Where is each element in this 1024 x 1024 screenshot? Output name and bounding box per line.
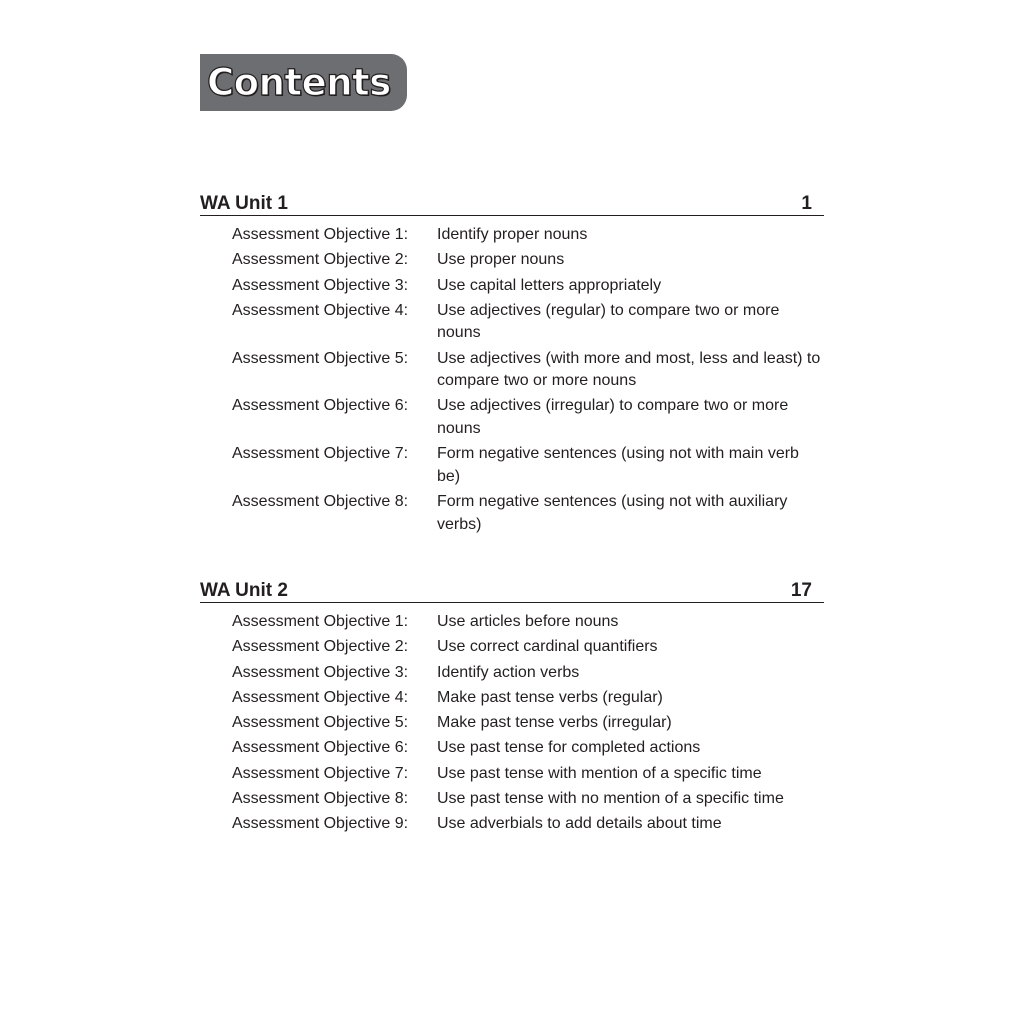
unit-section	[200, 579, 824, 836]
objective-label: Assessment Objective 6:	[232, 397, 409, 415]
objective-label: Assessment Objective 3:	[232, 276, 409, 294]
objective-row	[200, 275, 824, 298]
objective-row	[200, 763, 824, 786]
objective-text: Use correct cardinal quantifiers	[437, 638, 658, 656]
objective-label: Assessment Objective 9:	[232, 815, 409, 833]
objective-label: Assessment Objective 8:	[232, 790, 409, 808]
objective-row	[200, 249, 824, 272]
objective-row	[200, 443, 824, 488]
objective-text: Use adverbials to add details about time	[437, 815, 722, 833]
objective-row	[200, 662, 824, 685]
objective-label: Assessment Objective 6:	[232, 739, 409, 757]
objective-text: Use proper nouns	[437, 251, 565, 269]
objective-label: Assessment Objective 3:	[232, 663, 409, 681]
objective-list	[200, 611, 824, 836]
objective-text: Use past tense with mention of a specific time	[437, 764, 762, 782]
objective-text: Identify proper nouns	[437, 226, 588, 243]
unit-header	[200, 192, 824, 216]
objective-text: Use past tense with no mention of a specific time	[437, 790, 784, 808]
unit-header	[200, 579, 824, 603]
objective-label: Assessment Objective 5:	[232, 714, 409, 732]
objective-text: Use adjectives (with more and most, less and least) to compare two or more nouns	[437, 349, 821, 390]
unit-title: WA Unit 1	[200, 193, 288, 214]
objective-list	[200, 224, 824, 536]
objective-row	[200, 813, 824, 836]
objective-label: Assessment Objective 8:	[232, 493, 409, 511]
objective-row	[200, 712, 824, 735]
objective-text: Use adjectives (irregular) to compare two or more nouns	[437, 397, 789, 437]
objective-text: Form negative sentences (using not with auxiliary verbs)	[437, 493, 788, 533]
objective-row	[200, 395, 824, 440]
page-title: Contents	[207, 61, 391, 104]
objective-text: Make past tense verbs (irregular)	[437, 714, 672, 732]
objective-row	[200, 224, 824, 247]
objective-label: Assessment Objective 1:	[232, 226, 409, 243]
objective-text: Use past tense for completed actions	[437, 739, 701, 757]
objective-text: Use capital letters appropriately	[437, 276, 662, 294]
objective-text: Use articles before nouns	[437, 613, 619, 630]
objective-row	[200, 300, 824, 345]
objective-row	[200, 737, 824, 760]
objective-label: Assessment Objective 1:	[232, 613, 409, 630]
objective-row	[200, 348, 824, 393]
objective-label: Assessment Objective 7:	[232, 445, 409, 463]
objective-label: Assessment Objective 4:	[232, 688, 409, 706]
objective-label: Assessment Objective 2:	[232, 638, 409, 656]
unit-page-number: 17	[790, 580, 812, 601]
objective-text: Identify action verbs	[437, 663, 580, 681]
unit-page-number: 1	[801, 193, 812, 214]
objective-row	[200, 636, 824, 659]
objective-row	[200, 687, 824, 710]
contents-title-badge	[200, 54, 407, 111]
objective-row	[200, 611, 824, 634]
objective-row	[200, 788, 824, 811]
objective-label: Assessment Objective 4:	[232, 301, 409, 319]
objective-label: Assessment Objective 5:	[232, 349, 409, 367]
objective-text: Make past tense verbs (regular)	[437, 688, 663, 706]
unit-title: WA Unit 2	[200, 580, 288, 601]
objective-text: Form negative sentences (using not with main verb be)	[437, 445, 799, 485]
objective-label: Assessment Objective 2:	[232, 251, 409, 269]
objective-row	[200, 491, 824, 536]
objective-text: Use adjectives (regular) to compare two or more nouns	[437, 301, 780, 342]
unit-section	[200, 192, 824, 536]
objective-label: Assessment Objective 7:	[232, 764, 409, 782]
